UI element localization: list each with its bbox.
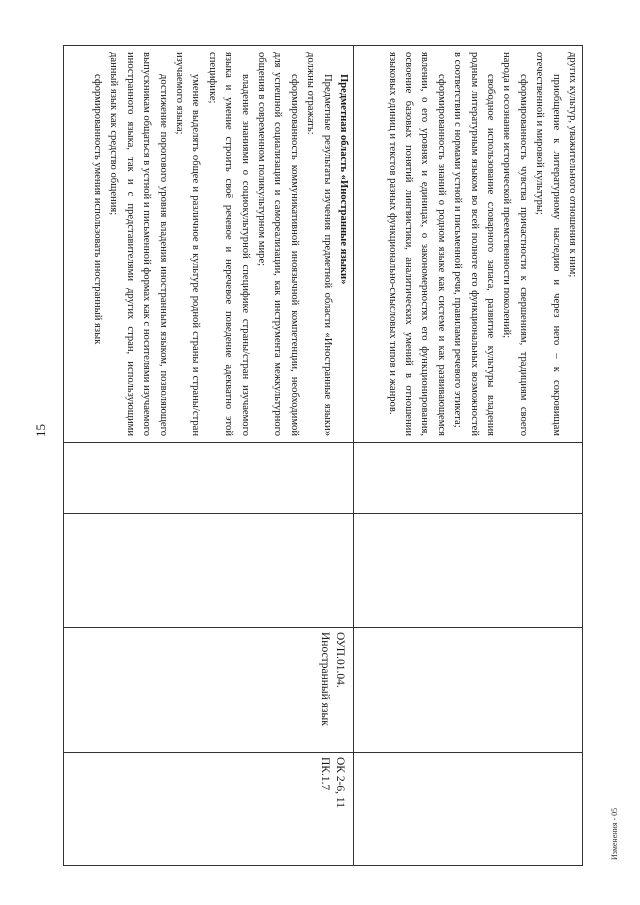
discipline-code-cell-1 <box>354 628 583 753</box>
results-paragraph: приобщение к литературному наследию и через него – к сокровищам отечественной и мировой культуры; <box>534 52 562 436</box>
competencies-cell-1 <box>354 753 583 866</box>
competency-code: ПК.1.7 <box>319 757 331 791</box>
competencies-cell-2 <box>64 753 354 866</box>
results-paragraph: сформированность умения использовать иностранный язык <box>91 74 103 345</box>
discipline-code-line: ОУП.01.04. <box>334 632 346 688</box>
empty-cell-2a <box>64 443 354 514</box>
competency-code: ОК 2-6, 11 <box>334 757 346 809</box>
results-paragraph: Предметные результаты изучения предметной области «Иностранные языки» должны отражать: <box>305 52 333 436</box>
empty-cell-2b <box>64 514 354 628</box>
results-paragraph: сформированность чувства причастности к свершениям, традициям своего народа и осознание исторической преемственности поколений; <box>501 52 529 436</box>
rotated-table-wrapper <box>64 45 583 860</box>
results-paragraph: умение выделять общее и различное в культуре родной страны и страны/стран изучаемого языка; <box>173 52 202 436</box>
results-table <box>63 45 583 866</box>
discipline-code-cell-2 <box>64 628 354 753</box>
results-cell-2 <box>64 46 354 443</box>
discipline-code-line: Иностранный язык <box>319 632 331 726</box>
revision-footer: Изменения - 05 <box>610 807 619 860</box>
results-paragraph: свободное использование словарного запаса, развитие культуры владения родным литературным языком во всей полноте его функциональных возможностей в соответствии с нормами устной и письменной речи, правилами речевого этикета; <box>452 52 496 436</box>
results-paragraph: сформированность коммуникативной иноязычной компетенции, необходимой для успешной социализации и самореализации, как инструмента межкультурного общения в современном поликультурном мире; <box>255 52 300 436</box>
empty-cell-1a <box>354 443 583 514</box>
results-paragraph: владение знаниями о социокультурной специфике страны/стран изучаемого языка и умение строить своё речевое и неречевое поведение адекватно этой специфике; <box>206 52 251 436</box>
table-row-2 <box>64 46 354 866</box>
results-cell-1 <box>354 46 583 443</box>
table-row-1 <box>354 46 583 866</box>
results-paragraph: других культур, уважительного отношения к ним; <box>567 52 578 278</box>
results-paragraph: достижение порогового уровня владения иностранным языком, позволяющего выпускникам общаться в устной и письменной формах как с носителями изучаемого иностранного языка, так и с представителями других стран, использующими данный язык как средство общения; <box>108 52 169 436</box>
results-paragraph: Предметная область «Иностранные языки» <box>338 74 349 285</box>
results-paragraph: сформированность знаний о родном языке как системе и как развивающемся явлении, о его уровнях и единицах, о закономерностях его функционирования, освоение базовых понятий лингвистики, аналитических умений в отношении языковых единиц и текстов разных функционально-смысловых типов и жанров. <box>386 52 447 436</box>
empty-cell-1b <box>354 514 583 628</box>
page-number: 15 <box>33 424 48 437</box>
